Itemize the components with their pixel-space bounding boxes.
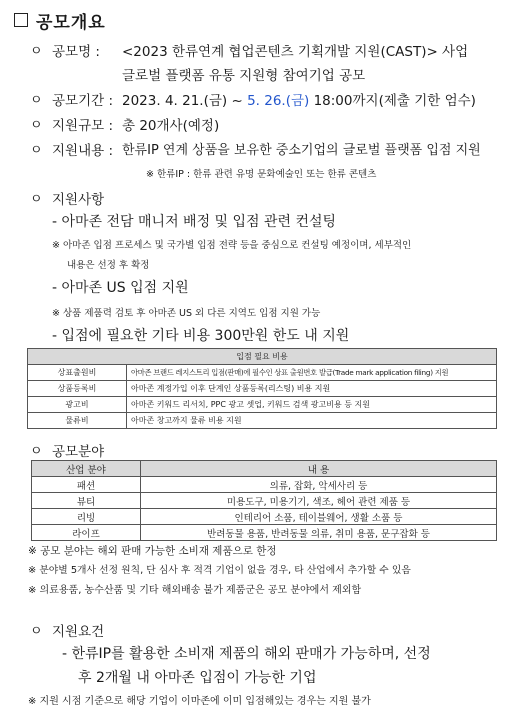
bullet-icon: ㅇ xyxy=(30,143,43,158)
support-heading: 지원사항 xyxy=(52,192,105,208)
cost-key: 물류비 xyxy=(28,413,127,429)
support-item-2: - 아마존 US 입점 지원 xyxy=(52,280,189,296)
bullet-icon: ㅇ xyxy=(30,93,43,108)
checkbox-square-icon xyxy=(14,13,28,27)
table-row xyxy=(28,381,497,397)
field-key: 패션 xyxy=(32,477,141,493)
bullet-icon: ㅇ xyxy=(30,118,43,133)
cost-key: 상표출원비 xyxy=(28,365,127,381)
cost-table-header: 입점 필요 비용 xyxy=(28,349,497,365)
support-item-1-note-cont: 내용은 선정 후 확정 xyxy=(67,260,150,271)
content-value: 한류IP 연계 상품을 보유한 중소기업의 글로벌 플랫폼 입점 지원 xyxy=(122,143,481,158)
table-row xyxy=(32,493,497,509)
period-value xyxy=(122,89,476,109)
requirements-line-1: - 한류IP를 활용한 소비재 제품의 해외 판매가 가능하며, 선정 xyxy=(62,646,431,662)
bullet-icon: ㅇ xyxy=(30,624,43,639)
field-key: 라이프 xyxy=(32,525,141,541)
scale-value: 총 20개사(예정) xyxy=(122,118,220,134)
cost-value: 아마존 계정가입 이후 단계인 상품등록(리스팅) 비용 지원 xyxy=(127,381,497,397)
cost-value: 아마존 브랜드 레지스트리 입점(판매)에 필수인 상표 출원번호 발급(Trade mark application filing) 지원 xyxy=(127,365,497,381)
table-row xyxy=(28,413,497,429)
period-label: 공모기간 : xyxy=(52,93,114,109)
period-start: 2023. 4. 21.(금) ~ xyxy=(122,93,243,109)
bullet-icon: ㅇ xyxy=(30,44,43,59)
name-value: <2023 한류연계 협업콘텐츠 기획개발 지원(CAST)> 사업 xyxy=(122,44,469,60)
table-row xyxy=(32,525,497,541)
content-note: ※ 한류IP : 한류 관련 유명 문화예술인 또는 한류 콘텐츠 xyxy=(146,169,377,180)
field-value: 반려동물 용품, 반려동물 의류, 취미 용품, 문구잡화 등 xyxy=(141,525,497,541)
fields-table xyxy=(31,460,497,541)
period-end: 5. 26.(금) xyxy=(247,93,310,109)
fields-col-industry: 산업 분야 xyxy=(32,461,141,477)
bullet-icon: ㅇ xyxy=(30,444,43,459)
cost-key: 광고비 xyxy=(28,397,127,413)
cost-value: 아마존 키워드 리서치, PPC 광고 셋업, 키워드 검색 광고비용 등 지원 xyxy=(127,397,497,413)
support-item-2-note: ※ 상품 제품력 검토 후 아마존 US 외 다른 지역도 입점 지원 가능 xyxy=(52,308,321,319)
support-item-3: - 입점에 필요한 기타 비용 300만원 한도 내 지원 xyxy=(52,328,350,344)
section-title xyxy=(14,8,106,33)
requirements-line-2: 후 2개월 내 아마존 입점이 가능한 기업 xyxy=(78,670,317,686)
cost-key: 상품등록비 xyxy=(28,381,127,397)
table-row xyxy=(32,477,497,493)
cost-table xyxy=(27,348,497,429)
name-value-cont: 글로벌 플랫폼 유통 지원형 참여기업 공모 xyxy=(122,68,366,84)
field-value: 인테리어 소품, 테이블웨어, 생활 소품 등 xyxy=(141,509,497,525)
name-label: 공모명 : xyxy=(52,44,100,60)
period-tail: 18:00까지(제출 기한 엄수) xyxy=(313,93,476,109)
bullet-icon: ㅇ xyxy=(30,192,43,207)
table-row xyxy=(28,365,497,381)
requirements-note: ※ 지원 시점 기준으로 해당 기업이 이마존에 이미 입점해있는 경우는 지원 불가 xyxy=(28,696,371,707)
requirements-heading: 지원요건 xyxy=(52,624,105,640)
content-label: 지원내용 : xyxy=(52,143,114,159)
support-item-1-note: ※ 아마존 입점 프로세스 및 국가별 입점 전략 등을 중심으로 컨설팅 예정이며, 세부적인 xyxy=(52,240,412,251)
scale-label: 지원규모 : xyxy=(52,118,114,134)
table-row xyxy=(28,397,497,413)
cost-value: 아마존 창고까지 물류 비용 지원 xyxy=(127,413,497,429)
fields-col-content: 내 용 xyxy=(141,461,497,477)
fields-note-2: ※ 분야별 5개사 선정 원칙, 단 심사 후 적격 기업이 없을 경우, 타 산업에서 추가할 수 있음 xyxy=(28,565,411,576)
fields-note-3: ※ 의료용품, 농수산품 및 기타 해외배송 불가 제품군은 공모 분야에서 제외함 xyxy=(28,585,362,596)
fields-heading: 공모분야 xyxy=(52,444,105,460)
field-key: 리빙 xyxy=(32,509,141,525)
field-key: 뷰티 xyxy=(32,493,141,509)
field-value: 의류, 잡화, 악세사리 등 xyxy=(141,477,497,493)
section-title-text: 공모개요 xyxy=(36,13,106,33)
fields-note-1: ※ 공모 분야는 해외 판매 가능한 소비재 제품으로 한정 xyxy=(28,545,277,557)
support-item-1: - 아마존 전담 매니저 배정 및 입점 관련 컨설팅 xyxy=(52,214,337,230)
table-row xyxy=(32,509,497,525)
field-value: 미용도구, 미용기기, 색조, 헤어 관련 제품 등 xyxy=(141,493,497,509)
